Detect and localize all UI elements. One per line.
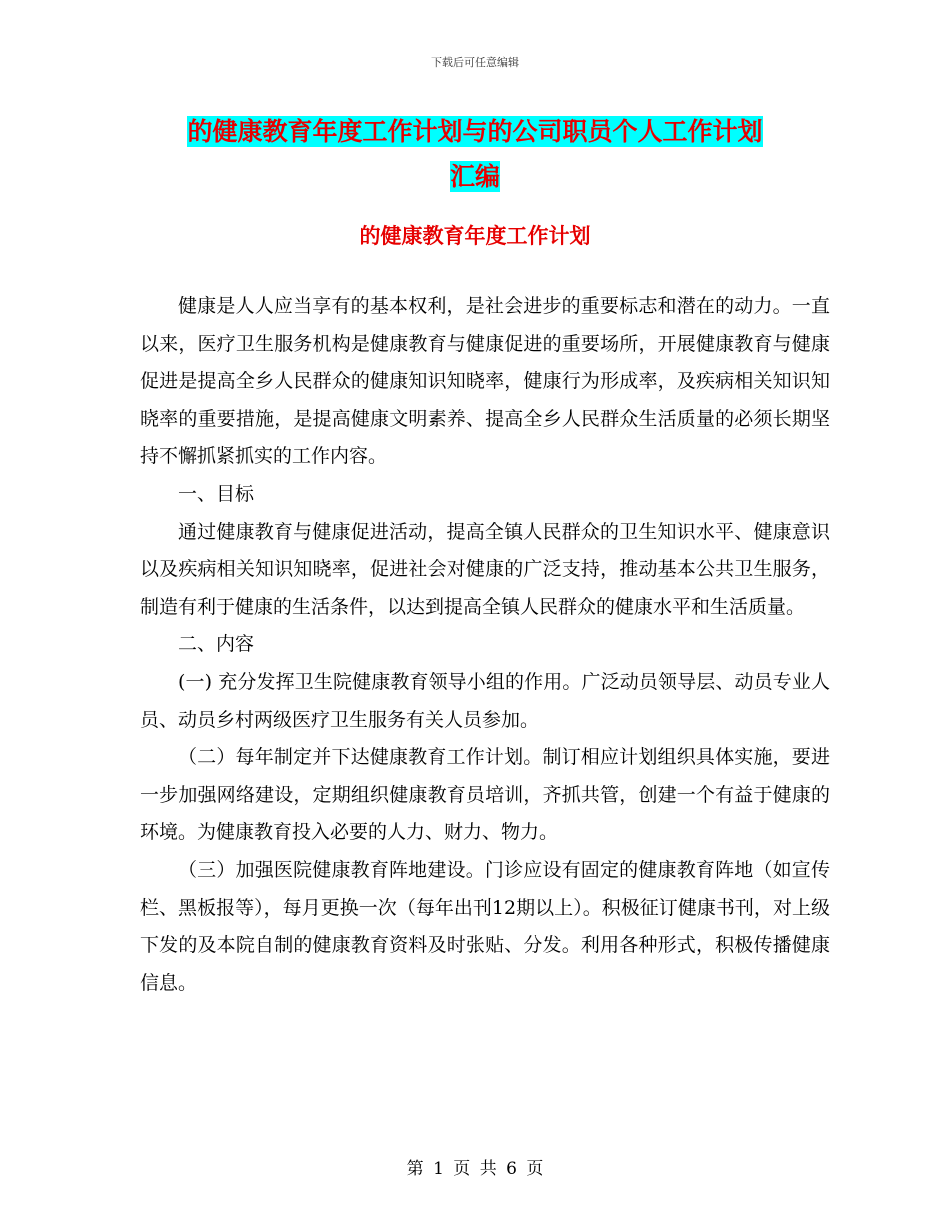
document-title-line-1: [0, 112, 950, 148]
paragraph-goal: 通过健康教育与健康促进活动，提高全镇人民群众的卫生知识水平、健康意识以及疾病相关知识知晓率，促进社会对健康的广泛支持，推动基本公共卫生服务，制造有利于健康的生活条件，以达到提高全镇人民群众的健康水平和生活质量。: [140, 520, 830, 618]
title-highlight: 的健康教育年度工作计划与的公司职员个人工作计划: [187, 117, 763, 146]
heading-goal: 一、目标: [178, 482, 255, 505]
title-highlight: 汇编: [449, 162, 500, 191]
heading-content: 二、内容: [178, 633, 255, 656]
page-number-footer: 第 1 页 共 6 页: [406, 1159, 544, 1179]
paragraph-item-2: （二）每年制定并下达健康教育工作计划。制订相应计划组织具体实施，要进一步加强网络建设，定期组织健康教育员培训，齐抓共管，创建一个有益于健康的环境。为健康教育投入必要的人力、财力、物力。: [140, 746, 830, 844]
document-title-line-2: [0, 157, 950, 193]
paragraph-item-1: (一) 充分发挥卫生院健康教育领导小组的作用。广泛动员领导层、动员专业人员、动员乡村两级医疗卫生服务有关人员参加。: [140, 670, 830, 731]
paragraph-intro: 健康是人人应当享有的基本权利，是社会进步的重要标志和潜在的动力。一直以来，医疗卫生服务机构是健康教育与健康促进的重要场所，开展健康教育与健康促进是提高全乡人民群众的健康知识知晓率，健康行为形成率，及疾病相关知识知晓率的重要措施，是提高健康文明素养、提高全乡人民群众生活质量的必须长期坚持不懈抓紧抓实的工作内容。: [140, 295, 830, 468]
header-note: 下载后可任意编辑: [431, 56, 519, 69]
paragraph-item-3: （三）加强医院健康教育阵地建设。门诊应设有固定的健康教育阵地（如宣传栏、黑板报等），每月更换一次（每年出刊12期以上）。积极征订健康书刊，对上级下发的及本院自制的健康教育资料及时张贴、分发。利用各种形式，积极传播健康信息。: [140, 858, 830, 994]
section-title: 的健康教育年度工作计划: [359, 224, 591, 248]
document-body: [140, 288, 830, 1002]
